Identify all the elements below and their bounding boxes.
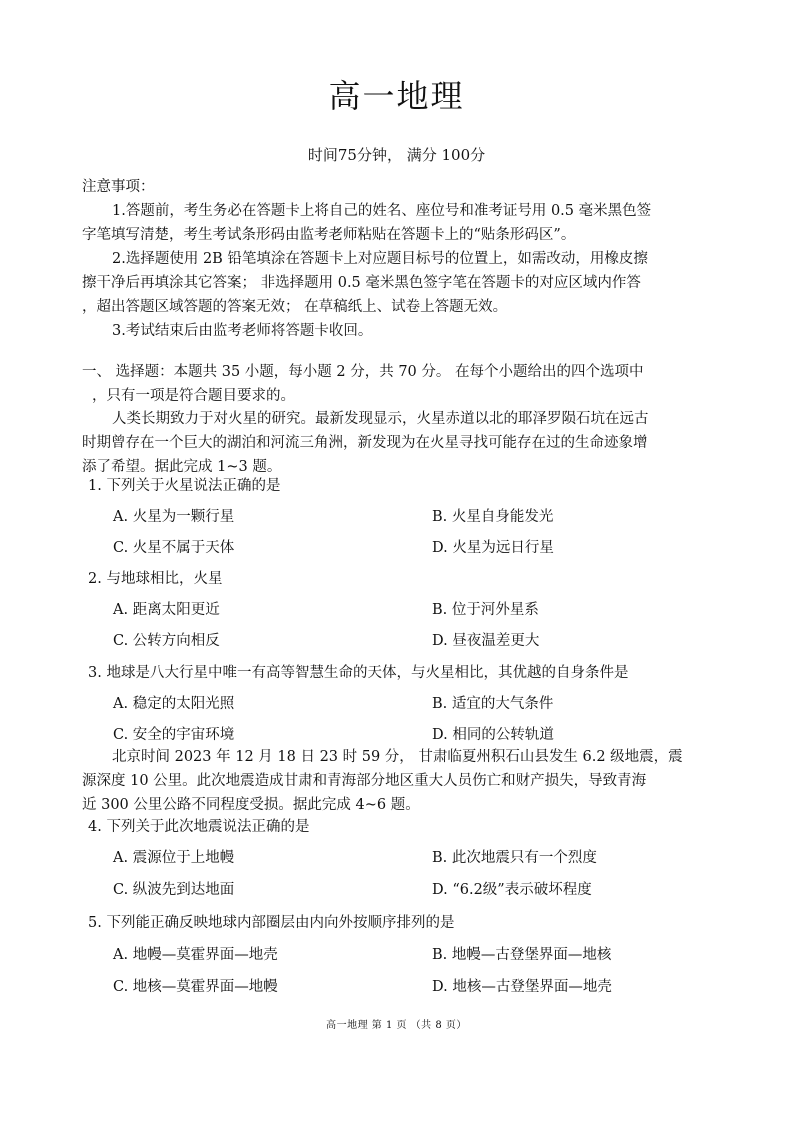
notice-line: 1.答题前，考生务必在答题卡上将自己的姓名、座位号和准考证号用 0.5 毫米黑色签 <box>112 203 652 219</box>
option-a: A. 震源位于上地幔 <box>113 850 235 866</box>
option-d: D. 相同的公转轨道 <box>432 727 554 743</box>
option-c: C. 公转方向相反 <box>113 633 220 649</box>
option-d: D. “6.2级”表示破坏程度 <box>432 882 592 898</box>
question-stem: 2. 与地球相比，火星 <box>88 571 223 587</box>
option-d: D. 昼夜温差更大 <box>432 633 540 649</box>
question-stem: 3. 地球是八大行星中唯一有高等智慧生命的天体，与火星相比，其优越的自身条件是 <box>88 665 629 681</box>
option-d: D. 地核—古登堡界面—地壳 <box>432 979 612 995</box>
option-b: B. 适宜的大气条件 <box>432 696 554 712</box>
passage-line: 源深度 10 公里。此次地震造成甘肃和青海部分地区重大人员伤亡和财产损失，导致青海 <box>82 773 647 789</box>
notice-line: 2.选择题使用 2B 铅笔填涂在答题卡上对应题目标号的位置上，如需改动，用橡皮擦 <box>112 251 648 267</box>
option-b: B. 位于河外星系 <box>432 602 539 618</box>
exam-time-info: 时间75分钟， 满分 100分 <box>307 146 486 164</box>
option-c: C. 纵波先到达地面 <box>113 882 235 898</box>
question-stem: 1. 下列关于火星说法正确的是 <box>88 478 281 494</box>
notice-line: 擦干净后再填涂其它答案； 非选择题用 0.5 毫米黑色签字笔在答题卡的对应区域内作答 <box>82 275 641 291</box>
option-a: A. 火星为一颗行星 <box>113 509 235 525</box>
section-heading-line: ，只有一项是符合题目要求的。 <box>92 388 295 404</box>
passage-mars <box>82 407 712 479</box>
passage-line: 近 300 公里公路不同程度受损。据此完成 4~6 题。 <box>82 797 420 813</box>
option-b: B. 地幔—古登堡界面—地核 <box>432 947 612 963</box>
option-c: C. 火星不属于天体 <box>113 540 235 556</box>
page-footer: 高一地理 第 1 页 （共 8 页） <box>326 1020 467 1031</box>
notice-heading: 注意事项： <box>82 179 155 195</box>
option-a: A. 稳定的太阳光照 <box>113 696 235 712</box>
option-d: D. 火星为远日行星 <box>432 540 554 556</box>
passage-line: 添了希望。据此完成 1~3 题。 <box>82 459 282 475</box>
option-a: A. 距离太阳更近 <box>113 602 220 618</box>
option-b: B. 火星自身能发光 <box>432 509 554 525</box>
question-stem: 4. 下列关于此次地震说法正确的是 <box>88 819 310 835</box>
section-heading-line: 一、 选择题：本题共 35 小题，每小题 2 分，共 70 分。 在每个小题给出的四个选项中 <box>82 364 644 380</box>
section-heading <box>82 360 712 408</box>
option-a: A. 地幔—莫霍界面—地壳 <box>113 947 278 963</box>
notice-line: 3.考试结束后由监考老师将答题卡收回。 <box>112 323 373 339</box>
notice-line: 字笔填写清楚，考生考试条形码由监考老师粘贴在答题卡上的“贴条形码区”。 <box>82 227 576 243</box>
passage-earthquake <box>82 745 712 817</box>
notice-line: ，超出答题区域答题的答案无效； 在草稿纸上、试卷上答题无效。 <box>82 299 508 315</box>
option-c: C. 安全的宇宙环境 <box>113 727 235 743</box>
passage-line: 时期曾存在一个巨大的湖泊和河流三角洲，新发现为在火星寻找可能存在过的生命迹象增 <box>82 435 648 451</box>
page-title: 高一地理 <box>328 77 465 115</box>
passage-line: 人类长期致力于对火星的研究。最新发现显示，火星赤道以北的耶泽罗陨石坑在远古 <box>112 411 649 427</box>
passage-line: 北京时间 2023 年 12 月 18 日 23 时 59 分， 甘肃临夏州积石山县发生 6.2 级地震，震 <box>112 749 683 765</box>
notice-section <box>82 175 712 343</box>
question-stem: 5. 下列能正确反映地球内部圈层由内向外按顺序排列的是 <box>88 915 455 931</box>
option-b: B. 此次地震只有一个烈度 <box>432 850 597 866</box>
option-c: C. 地核—莫霍界面—地幔 <box>113 979 278 995</box>
